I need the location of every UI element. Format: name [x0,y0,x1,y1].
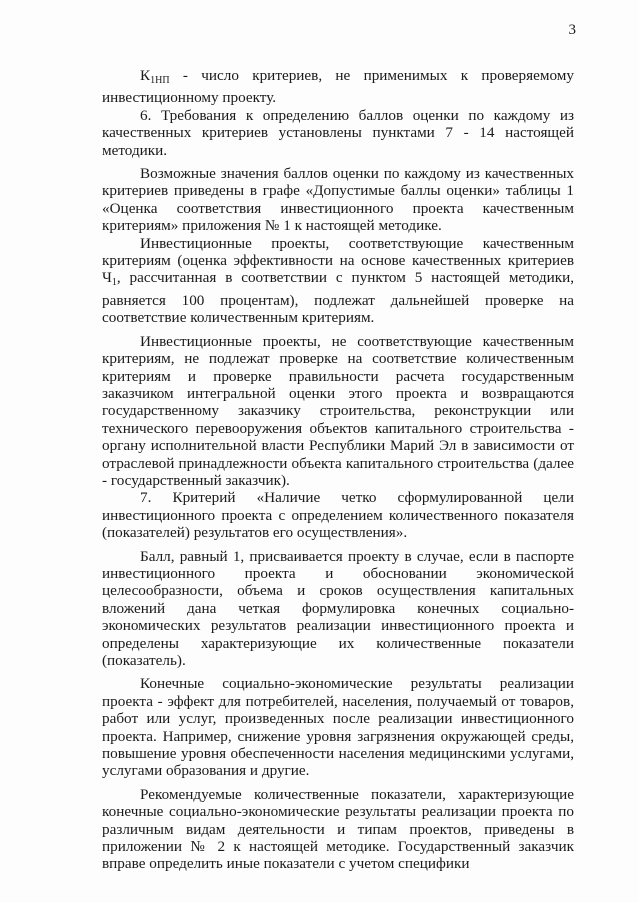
paragraph-item-6: 6. Требования к определению баллов оценки по каждому из качественных критериев установлены пунктами 7 - 14 настоящей методики. [102,106,574,159]
compliant-text-after: , рассчитанная в соответствии с пунктом 5 настоящей методики, равняется 100 процентам), подлежат дальнейшей проверке на соответствие количественным критериям. [102,269,574,327]
k-subscript: 1НП [150,75,170,86]
paragraph-k1np-definition [102,67,574,107]
compliant-text-before: Инвестиционные проекты, соответствующие качественным критериям (оценка эффективности на основе качественных критериев Ч [102,234,574,287]
paragraph-recommended-indicators: Рекомендуемые количественные показатели, характеризующие конечные социально-экономические результаты реализации проекта по различным видам деятельности и типам проектов, приведены в приложении № 2 к настоящей методике. Государственный заказчик вправе определить иные показатели с учетом специфики [102,785,574,873]
paragraph-final-results: Конечные социально-экономические результаты реализации проекта - эффект для потребителей, населения, получаемый от товаров, работ или услуг, произведенных после реализации инвестиционного проекта. Например, снижение уровня загрязнения окружающей среды, повышение уровня обеспеченности населения медицинскими услугами, услугами образования и другие. [102,675,574,780]
paragraph-item-7-criterion: 7. Критерий «Наличие четко сформулированной цели инвестиционного проекта с определением количественного показателя (показателей) результатов его осуществления». [102,489,574,542]
k-symbol: К [140,67,151,84]
paragraph-possible-scores: Возможные значения баллов оценки по каждому из качественных критериев приведены в графе «Допустимые баллы оценки» таблицы 1 «Оценка соответствия инвестиционного проекта качественным критериям» приложения № 1 к настоящей методике. [102,165,574,235]
ch-subscript: 1 [111,277,117,289]
document-body [102,67,574,873]
paragraph-score-one: Балл, равный 1, присваивается проекту в случае, если в паспорте инвестиционного проекта и обосновании экономической целесообразности, объема и сроков осуществления капитальных вложений дана четкая формулировка конечных социально-экономических результатов реализации инвестиционного проекта и определены характеризующие их количественные показатели (показатель). [102,547,574,669]
paragraph-noncompliant-projects: Инвестиционные проекты, не соответствующие качественным критериям, не подлежат проверке на соответствие количественным критериям и проверке правильности расчета государственным заказчиком интегральной оценки этого проекта и возвращаются государственному заказчику строительства, реконструкции или технического перевооружения объектов капитального строительства - органу исполнительной власти Республики Марий Эл в зависимости от отраслевой принадлежности объекта капитального строительства (далее - государственный заказчик). [102,332,574,489]
page-number: 3 [568,22,576,38]
paragraph-compliant-projects [102,235,574,327]
k-definition-text: - число критериев, не применимых к проверяемому инвестиционному проекту. [102,67,574,107]
